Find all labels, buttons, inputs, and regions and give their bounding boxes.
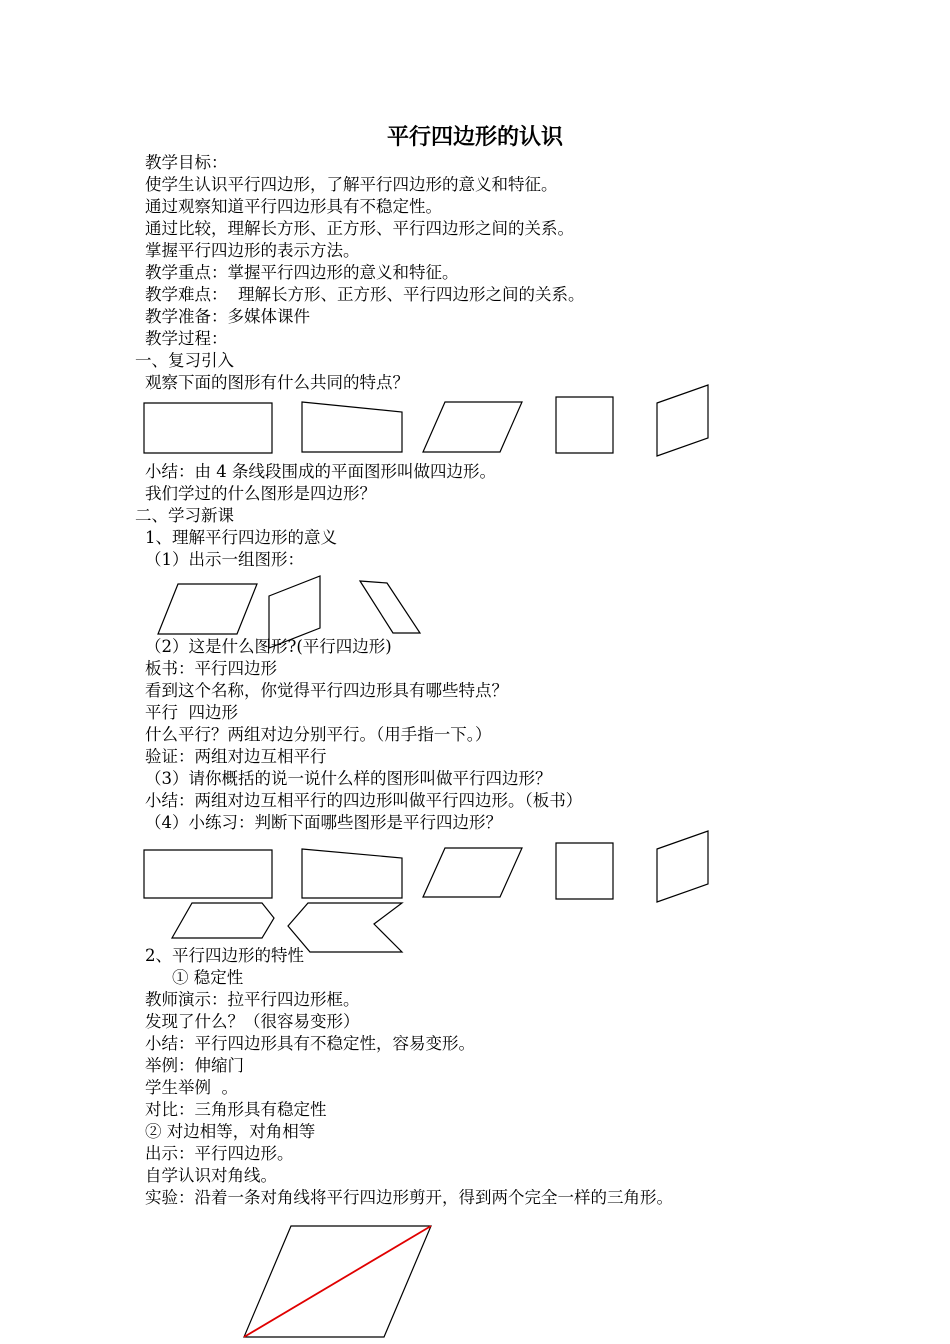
text-line: 验证：两组对边互相平行 <box>145 747 327 766</box>
parallelogram-figure <box>657 385 708 456</box>
rectangle-figure <box>144 403 272 453</box>
text-line: ① 稳定性 <box>172 968 244 987</box>
text-line: 2、平行四边形的特性 <box>145 946 304 965</box>
text-line: 小结：两组对边互相平行的四边形叫做平行四边形。（板书） <box>145 791 583 810</box>
text-line: 通过观察知道平行四边形具有不稳定性。 <box>145 197 442 216</box>
diagonal-line <box>244 1226 431 1337</box>
rectangle-figure <box>144 850 272 898</box>
text-line: 举例：伸缩门 <box>145 1056 244 1075</box>
text-line: 教学目标： <box>145 153 228 172</box>
page-title: 平行四边形的认识 <box>386 125 563 150</box>
square-figure <box>556 397 613 453</box>
text-line: 出示：平行四边形。 <box>145 1144 294 1163</box>
text-line: 教学准备：多媒体课件 <box>145 307 310 326</box>
text-line: 观察下面的图形有什么共同的特点？ <box>145 373 409 392</box>
text-line: ② 对边相等，对角相等 <box>145 1122 316 1141</box>
text-line: 自学认识对角线。 <box>145 1166 277 1185</box>
section-heading: 一、复习引入 <box>135 351 234 370</box>
text-line: 什么平行？两组对边分别平行。（用手指一下。） <box>145 725 492 744</box>
text-line: 对比：三角形具有稳定性 <box>145 1100 327 1119</box>
text-line: （2）这是什么图形?(平行四边形) <box>145 637 392 656</box>
trapezoid-figure <box>302 402 402 452</box>
parallelogram-figure <box>423 402 522 452</box>
text-line: 小结：平行四边形具有不稳定性，容易变形。 <box>145 1034 475 1053</box>
square-figure <box>556 843 613 899</box>
text-line: 掌握平行四边形的表示方法。 <box>145 241 360 260</box>
text-line: 实验：沿着一条对角线将平行四边形剪开，得到两个完全一样的三角形。 <box>145 1188 673 1207</box>
parallelogram-figure <box>360 581 420 633</box>
text-line: 我们学过的什么图形是四边形？ <box>145 484 376 503</box>
trapezoid-figure <box>302 849 402 898</box>
text-line: 平行 四边形 <box>145 703 238 722</box>
text-line: 教学过程： <box>145 329 228 348</box>
text-line: （4）小练习：判断下面哪些图形是平行四边形？ <box>145 813 502 832</box>
parallelogram-figure <box>423 848 522 897</box>
text-line: 教师演示：拉平行四边形框。 <box>145 990 360 1009</box>
hexagon-figure <box>172 903 274 938</box>
text-line: 教学重点：掌握平行四边形的意义和特征。 <box>145 263 459 282</box>
text-line: （3）请你概括的说一说什么样的图形叫做平行四边形？ <box>145 769 552 788</box>
text-line: 小结：由 4 条线段围成的平面图形叫做四边形。 <box>145 462 496 481</box>
text-line: 学生举例 。 <box>145 1078 238 1097</box>
text-line: 1、理解平行四边形的意义 <box>145 528 337 547</box>
parallelogram-figure <box>657 831 708 902</box>
text-line: 发现了什么？（很容易变形） <box>145 1012 360 1031</box>
text-line: 使学生认识平行四边形，了解平行四边形的意义和特征。 <box>145 175 558 194</box>
text-line: （1）出示一组图形： <box>145 550 304 569</box>
text-line: 看到这个名称，你觉得平行四边形具有哪些特点？ <box>145 681 508 700</box>
arrow-shape-figure <box>288 903 402 952</box>
text-line: 板书：平行四边形 <box>145 659 277 678</box>
section-heading: 二、学习新课 <box>135 506 234 525</box>
text-line: 教学难点： 理解长方形、正方形、平行四边形之间的关系。 <box>145 285 585 304</box>
text-line: 通过比较，理解长方形、正方形、平行四边形之间的关系。 <box>145 219 574 238</box>
parallelogram-figure <box>269 576 320 648</box>
parallelogram-figure <box>158 584 257 634</box>
